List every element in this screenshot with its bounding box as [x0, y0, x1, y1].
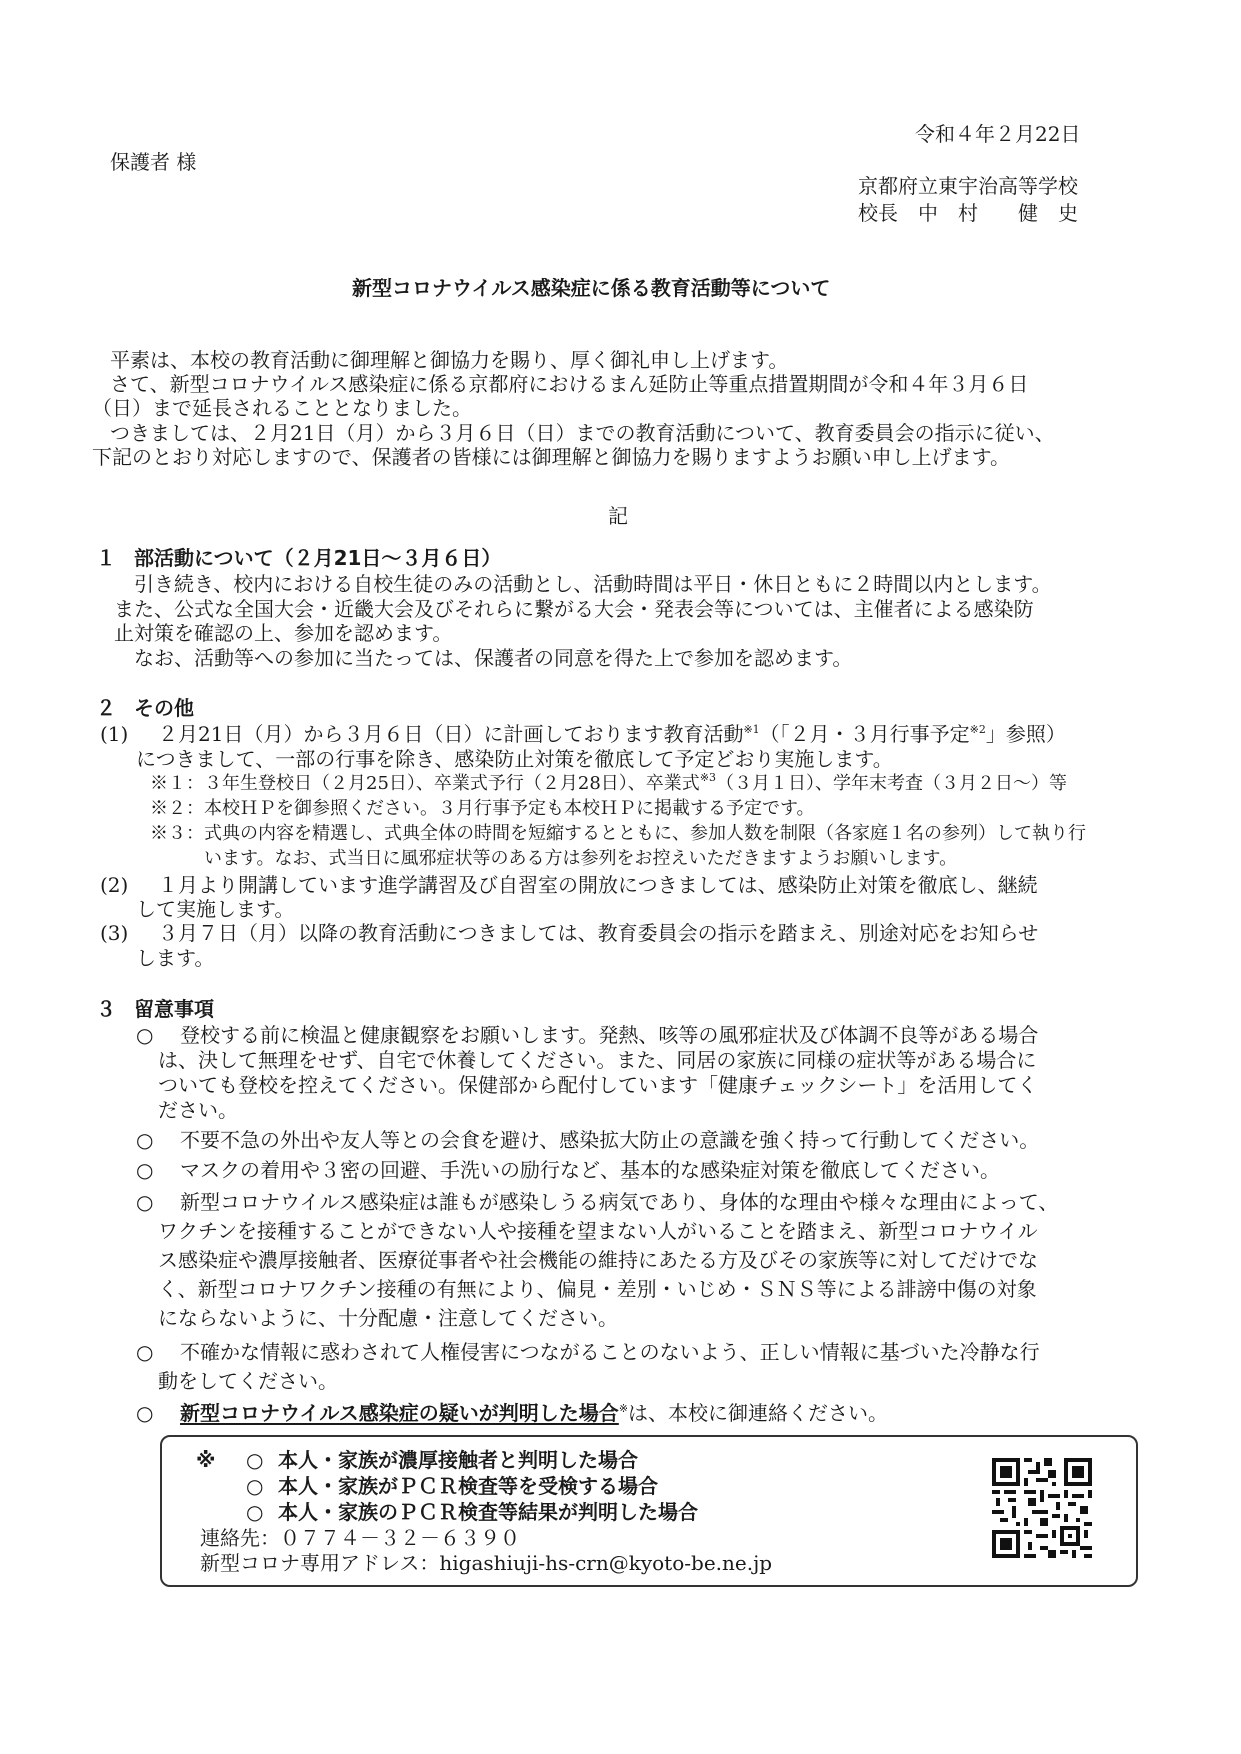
- caution-4-line-4: く、新型コロナワクチン接種の有無により、偏見・差別・いじめ・ＳＮＳ等による誹謗中傷の対象: [158, 1277, 1037, 1301]
- bullet-icon: ○: [136, 1401, 154, 1425]
- intro-line-5: 下記のとおり対応しますので、保護者の皆様には御理解と御協力を賜りますようお願い申し上げます。: [92, 445, 1010, 469]
- section-1-line-4: なお、活動等への参加に当たっては、保護者の同意を得た上で参加を認めます。: [134, 646, 853, 670]
- note-3-line-2: います。なお、式当日に風邪症状等のある方は参列をお控えいただきますようお願いします。: [204, 848, 958, 869]
- caution-1-line-2: は、決して無理をせず、自宅で休養してください。また、同居の家族に同様の症状等がある場合に: [158, 1048, 1037, 1072]
- section-2-number: ２: [96, 696, 116, 720]
- principal-name: 校長 中 村 健 史: [858, 201, 1078, 225]
- caution-5-line-2: 動をしてください。: [158, 1369, 338, 1393]
- bullet-icon: ○: [136, 1190, 154, 1214]
- caution-4-line-1: 新型コロナウイルス感染症は誰もが感染しうる病気であり、身体的な理由や様々な理由によって、: [180, 1190, 1059, 1214]
- caution-4-line-5: にならないように、十分配慮・注意してください。: [158, 1306, 618, 1330]
- bullet-icon: ○: [136, 1128, 154, 1152]
- intro-line-1: 平素は、本校の教育活動に御理解と御協力を賜り、厚く御礼申し上げます。: [110, 348, 789, 372]
- contact-note-mark: ※: [196, 1448, 216, 1472]
- school-name: 京都府立東宇治高等学校: [858, 174, 1078, 198]
- qr-code-icon[interactable]: [992, 1458, 1092, 1558]
- item-2-line-1: １月より開講しています進学講習及び自習室の開放につきましては、感染防止対策を徹底し、継続: [158, 873, 1038, 897]
- caution-4-line-2: ワクチンを接種することができない人や接種を望まない人がいることを踏まえ、新型コロナウイル: [158, 1219, 1038, 1243]
- section-1-line-1: 引き続き、校内における自校生徒のみの活動とし、活動時間は平日・休日ともに２時間以内とします。: [134, 572, 1052, 596]
- item-1-line-2: につきまして、一部の行事を除き、感染防止対策を徹底して予定どおり実施します。: [136, 747, 893, 771]
- contact-phone: 連絡先：０７７４－３２－６３９０: [200, 1526, 520, 1550]
- caution-1-line-3: ついても登校を控えてください。保健部から配付しています「健康チェックシート」を活用してく: [158, 1073, 1038, 1097]
- caution-1-line-1: 登校する前に検温と健康観察をお願いします。発熱、咳等の風邪症状及び体調不良等がある場合: [180, 1023, 1039, 1047]
- section-3-number: ３: [96, 997, 116, 1021]
- item-1-line-1: ２月21日（月）から３月６日（日）に計画しております教育活動$^{※1}$（「２月・３月行事予定$^{※2}$」参照）: [158, 722, 1066, 746]
- caution-5-line-1: 不確かな情報に惑わされて人権侵害につながることのないよう、正しい情報に基づいた冷静な行: [180, 1340, 1040, 1364]
- note-3-line-1: ※３：式典の内容を精選し、式典全体の時間を短縮するとともに、参加人数を制限（各家庭１名の参列）して執り行: [150, 823, 1086, 844]
- bullet-icon: ○: [136, 1158, 154, 1182]
- section-1-line-2: また、公式な全国大会・近畿大会及びそれらに繋がる大会・発表会等については、主催者による感染防: [114, 597, 1034, 621]
- section-3-heading: 留意事項: [134, 997, 214, 1021]
- caution-4-line-3: ス感染症や濃厚接触者、医療従事者や社会機能の維持にあたる方及びその家族等に対してだけでな: [158, 1248, 1038, 1272]
- item-3-line-1: ３月７日（月）以降の教育活動につきましては、教育委員会の指示を踏まえ、別途対応をお知らせ: [158, 921, 1039, 945]
- bullet-icon: ○: [246, 1448, 264, 1472]
- section-1-number: １: [96, 546, 116, 570]
- contact-item-2: 本人・家族がＰＣＲ検査等を受検する場合: [278, 1474, 658, 1498]
- intro-line-4: つきましては、２月21日（月）から３月６日（日）までの教育活動について、教育委員会の指示に従い、: [110, 421, 1055, 445]
- contact-item-3: 本人・家族のＰＣＲ検査等結果が判明した場合: [278, 1500, 698, 1524]
- intro-line-2: さて、新型コロナウイルス感染症に係る京都府におけるまん延防止等重点措置期間が令和４年３月６日: [110, 372, 1029, 396]
- note-1: ※１：３年生登校日（２月25日）、卒業式予行（２月28日）、卒業式$^{※3}$（３月１日）、学年末考査（３月２日～）等: [150, 771, 1068, 794]
- item-3-line-2: します。: [136, 946, 215, 970]
- item-3-number: (3): [100, 921, 129, 945]
- bullet-icon: ○: [246, 1500, 264, 1524]
- bullet-icon: ○: [136, 1340, 154, 1364]
- item-2-number: (2): [100, 873, 129, 897]
- section-1-line-3: 止対策を確認の上、参加を認めます。: [114, 621, 453, 645]
- contact-email: 新型コロナ専用アドレス：higashiuji-hs-crn@kyoto-be.ne.jp: [200, 1551, 773, 1575]
- document-title: 新型コロナウイルス感染症に係る教育活動等について: [352, 276, 831, 300]
- caution-3: マスクの着用や３密の回避、手洗いの励行など、基本的な感染症対策を徹底してください。: [180, 1158, 1000, 1182]
- bullet-icon: ○: [246, 1474, 264, 1498]
- note-2: ※２：本校ＨＰを御参照ください。３月行事予定も本校ＨＰに掲載する予定です。: [150, 798, 815, 819]
- document-date: 令和４年２月22日: [915, 122, 1081, 146]
- section-2-heading: その他: [134, 696, 194, 720]
- item-2-line-2: して実施します。: [136, 897, 295, 921]
- caution-1-line-4: ださい。: [158, 1098, 238, 1122]
- section-1-heading: 部活動について（２月21日～３月６日）: [134, 546, 502, 570]
- item-1-number: (1): [100, 722, 129, 746]
- caution-2: 不要不急の外出や友人等との会食を避け、感染拡大防止の意識を強く持って行動してください。: [180, 1128, 1040, 1152]
- contact-item-1: 本人・家族が濃厚接触者と判明した場合: [278, 1448, 638, 1472]
- caution-6: 新型コロナウイルス感染症の疑いが判明した場合※は、本校に御連絡ください。: [180, 1401, 889, 1425]
- ki-mark: 記: [608, 504, 628, 528]
- bullet-icon: ○: [136, 1023, 154, 1047]
- recipient: 保護者 様: [110, 150, 197, 174]
- intro-line-3: （日）まで延長されることとなりました。: [92, 396, 472, 420]
